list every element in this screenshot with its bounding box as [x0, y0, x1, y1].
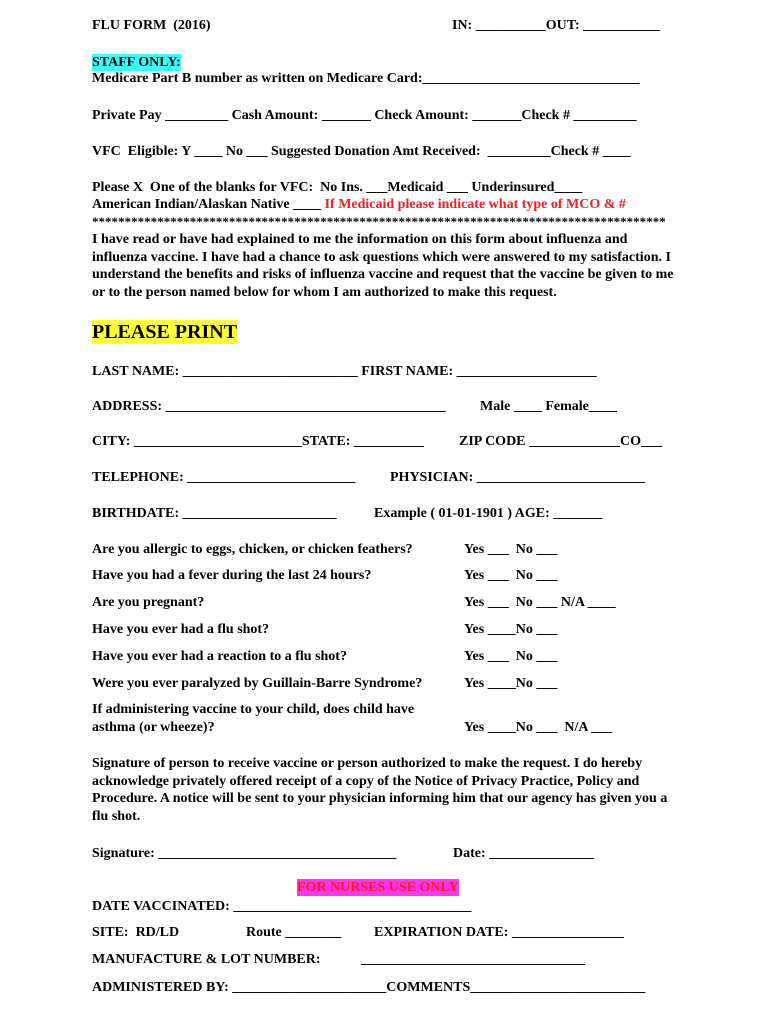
site-label: SITE: RD/LD	[92, 925, 180, 940]
zip-field[interactable]: ZIP CODE _____________CO___	[459, 434, 663, 449]
consent-paragraph: I have read or have had explained to me the information on this form about influenza and influenza vaccine. I have had a chance to ask questions which were answered to my satisfaction. I understand the benefits and risks of influenza vaccine and request that the vaccine be given to me or to the person named below for whom I am authorized to make this request.	[92, 232, 674, 300]
american-indian-field[interactable]: American Indian/Alaskan Native ____	[92, 197, 325, 212]
staff-only-label: STAFF ONLY:	[92, 55, 181, 70]
administered-by-field[interactable]: ADMINISTERED BY: ______________________COMMENTS_________________________	[92, 980, 646, 995]
expiration-date-field[interactable]: EXPIRATION DATE: ________________	[374, 925, 624, 940]
question-pregnant: Are you pregnant?	[92, 595, 205, 610]
date-field[interactable]: Date: _______________	[453, 846, 595, 861]
question-asthma-line2: asthma (or wheeze)?	[92, 720, 215, 735]
date-vaccinated-field[interactable]: DATE VACCINATED: __________________________________	[92, 899, 472, 914]
answer-egg-allergy[interactable]: Yes ___ No ___	[464, 542, 558, 557]
medicare-number-field[interactable]: Medicare Part B number as written on Medicare Card:_______________________________	[92, 71, 640, 86]
manufacture-lot-field[interactable]: ________________________________	[361, 952, 585, 967]
nurses-use-label: FOR NURSES USE ONLY	[297, 880, 459, 895]
question-fever: Have you had a fever during the last 24 hours?	[92, 568, 372, 583]
private-pay-field[interactable]: Private Pay _________ Cash Amount: _______ Check Amount: _______Check # _________	[92, 108, 637, 123]
age-field[interactable]: Example ( 01-01-1901 ) AGE: _______	[374, 506, 603, 521]
in-out-field[interactable]: IN: __________OUT: ___________	[452, 18, 661, 33]
city-state-field[interactable]: CITY: ________________________STATE: __________	[92, 434, 424, 449]
route-field[interactable]: Route ________	[246, 925, 342, 940]
question-flu-shot: Have you ever had a flu shot?	[92, 622, 270, 637]
signature-field[interactable]: Signature: __________________________________	[92, 846, 397, 861]
vfc-blank-field[interactable]: Please X One of the blanks for VFC: No Ins. ___Medicaid ___ Underinsured____	[92, 180, 583, 195]
answer-flu-shot[interactable]: Yes ____No ___	[464, 622, 558, 637]
form-title: FLU FORM (2016)	[92, 18, 211, 33]
physician-field[interactable]: PHYSICIAN: ________________________	[390, 470, 645, 485]
mco-note: If Medicaid please indicate what type of MCO & #	[324, 197, 626, 212]
question-asthma-line1: If administering vaccine to your child, does child have	[92, 702, 415, 717]
address-field[interactable]: ADDRESS: ________________________________________	[92, 399, 446, 414]
american-indian-row	[92, 196, 626, 213]
birthdate-field[interactable]: BIRTHDATE: ______________________	[92, 506, 337, 521]
answer-asthma[interactable]: Yes ____No ___ N/A ___	[464, 720, 613, 735]
question-reaction: Have you ever had a reaction to a flu shot?	[92, 649, 347, 664]
manufacture-label: MANUFACTURE & LOT NUMBER:	[92, 952, 321, 967]
please-print-heading: PLEASE PRINT	[92, 321, 238, 343]
answer-fever[interactable]: Yes ___ No ___	[464, 568, 558, 583]
signature-note: Signature of person to receive vaccine or person authorized to make the request. I do hereby acknowledge privately offered receipt of a copy of the Notice of Privacy Practice, Policy and Procedure. A notice will be sent to your physician informing him that our agency has given you a flu shot.	[92, 756, 668, 824]
telephone-field[interactable]: TELEPHONE: ________________________	[92, 470, 356, 485]
asterisk-divider: ****************************************************************************************	[92, 214, 666, 229]
question-egg-allergy: Are you allergic to eggs, chicken, or chicken feathers?	[92, 542, 413, 557]
question-guillain-barre: Were you ever paralyzed by Guillain-Barre Syndrome?	[92, 676, 423, 691]
vfc-eligible-field[interactable]: VFC Eligible: Y ____ No ___ Suggested Donation Amt Received: _________Check # ____	[92, 144, 631, 159]
name-field[interactable]: LAST NAME: _________________________ FIRST NAME: ____________________	[92, 364, 597, 379]
answer-reaction[interactable]: Yes ___ No ___	[464, 649, 558, 664]
answer-pregnant[interactable]: Yes ___ No ___ N/A ____	[464, 595, 616, 610]
answer-guillain-barre[interactable]: Yes ____No ___	[464, 676, 558, 691]
gender-field[interactable]: Male ____ Female____	[480, 399, 617, 414]
